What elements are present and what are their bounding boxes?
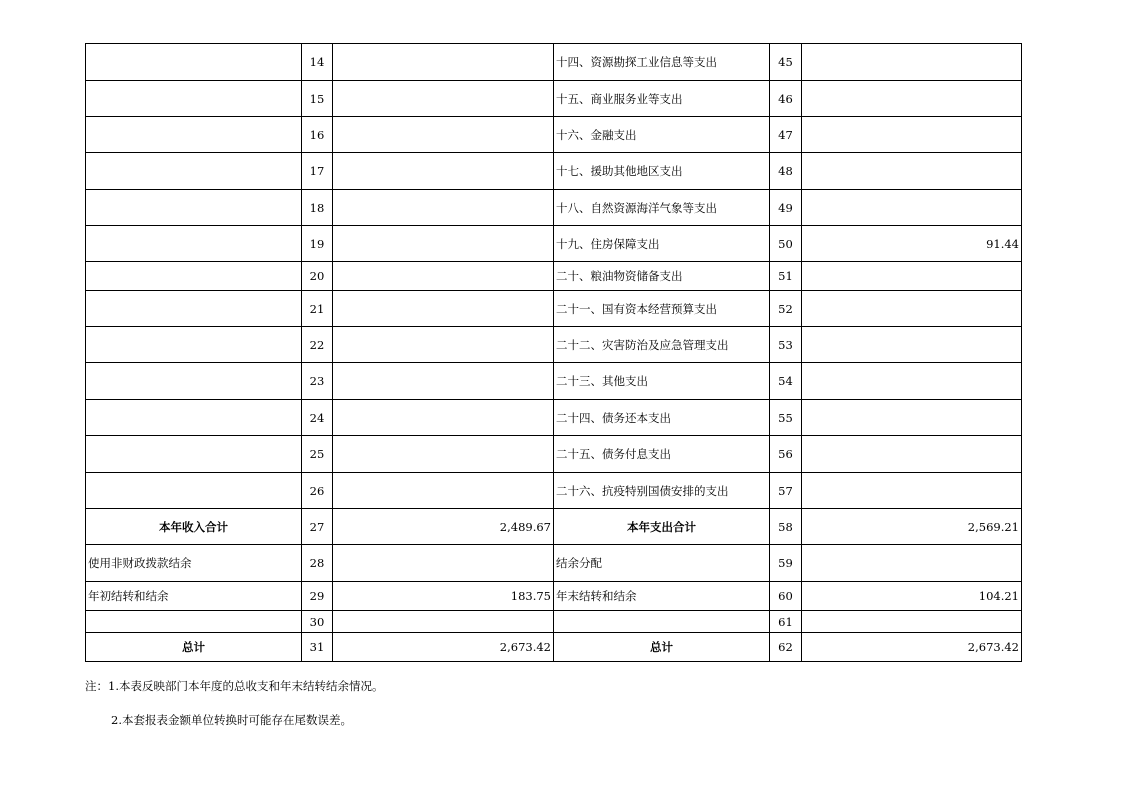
left-amount (333, 226, 554, 262)
left-item-label (86, 226, 302, 262)
table-row (86, 226, 1022, 262)
note-1: 注：1.本表反映部门本年度的总收支和年末结转结余情况。 (85, 679, 384, 693)
note-2: 2.本套报表金额单位转换时可能存在尾数误差。 (111, 713, 352, 727)
left-item-label (86, 262, 302, 291)
right-item-label: 二十五、债务付息支出 (554, 436, 770, 473)
left-item-label: 年初结转和结余 (86, 582, 302, 611)
right-amount (802, 473, 1022, 509)
right-item-label: 二十三、其他支出 (554, 363, 770, 400)
right-row-number: 59 (770, 545, 802, 582)
left-row-number: 14 (302, 44, 333, 81)
right-amount (802, 81, 1022, 117)
left-item-label (86, 117, 302, 153)
table-row (86, 363, 1022, 400)
right-amount (802, 611, 1022, 633)
right-item-label (554, 611, 770, 633)
left-row-number: 18 (302, 190, 333, 226)
table-row (86, 582, 1022, 611)
right-item-label: 年末结转和结余 (554, 582, 770, 611)
left-amount (333, 262, 554, 291)
left-row-number: 27 (302, 509, 333, 545)
left-amount: 183.75 (333, 582, 554, 611)
right-amount (802, 545, 1022, 582)
left-amount (333, 153, 554, 190)
table-row (86, 190, 1022, 226)
right-row-number: 56 (770, 436, 802, 473)
left-row-number: 21 (302, 291, 333, 327)
table-row (86, 153, 1022, 190)
right-amount (802, 190, 1022, 226)
notes (85, 676, 383, 730)
right-amount (802, 44, 1022, 81)
right-amount (802, 400, 1022, 436)
right-row-number: 57 (770, 473, 802, 509)
right-amount (802, 291, 1022, 327)
table-row (86, 611, 1022, 633)
table-row (86, 473, 1022, 509)
left-item-label: 总计 (86, 633, 302, 662)
right-amount (802, 363, 1022, 400)
right-item-label: 十五、商业服务业等支出 (554, 81, 770, 117)
left-amount (333, 611, 554, 633)
table-row (86, 545, 1022, 582)
right-item-label: 结余分配 (554, 545, 770, 582)
left-row-number: 26 (302, 473, 333, 509)
left-row-number: 19 (302, 226, 333, 262)
right-amount: 2,673.42 (802, 633, 1022, 662)
right-row-number: 50 (770, 226, 802, 262)
right-item-label: 总计 (554, 633, 770, 662)
right-item-label: 本年支出合计 (554, 509, 770, 545)
left-amount (333, 117, 554, 153)
table-row (86, 81, 1022, 117)
left-row-number: 24 (302, 400, 333, 436)
right-row-number: 55 (770, 400, 802, 436)
right-item-label: 二十、粮油物资储备支出 (554, 262, 770, 291)
table-row (86, 262, 1022, 291)
left-row-number: 25 (302, 436, 333, 473)
left-item-label (86, 153, 302, 190)
left-item-label (86, 291, 302, 327)
table-row (86, 44, 1022, 81)
right-row-number: 54 (770, 363, 802, 400)
table-row (86, 117, 1022, 153)
left-item-label (86, 81, 302, 117)
left-row-number: 31 (302, 633, 333, 662)
left-row-number: 17 (302, 153, 333, 190)
table-row (86, 291, 1022, 327)
left-row-number: 15 (302, 81, 333, 117)
income-expenditure-table (85, 43, 1022, 662)
right-row-number: 46 (770, 81, 802, 117)
right-amount (802, 153, 1022, 190)
left-row-number: 22 (302, 327, 333, 363)
left-row-number: 16 (302, 117, 333, 153)
left-row-number: 28 (302, 545, 333, 582)
table-body (86, 44, 1022, 662)
right-item-label: 二十二、灾害防治及应急管理支出 (554, 327, 770, 363)
right-amount (802, 262, 1022, 291)
left-item-label (86, 611, 302, 633)
right-row-number: 48 (770, 153, 802, 190)
right-amount (802, 436, 1022, 473)
left-amount (333, 44, 554, 81)
left-item-label (86, 473, 302, 509)
table-row (86, 633, 1022, 662)
right-row-number: 58 (770, 509, 802, 545)
left-item-label (86, 436, 302, 473)
table-row (86, 509, 1022, 545)
right-row-number: 62 (770, 633, 802, 662)
left-amount (333, 400, 554, 436)
right-row-number: 51 (770, 262, 802, 291)
left-item-label: 本年收入合计 (86, 509, 302, 545)
left-item-label (86, 190, 302, 226)
left-amount: 2,673.42 (333, 633, 554, 662)
right-row-number: 49 (770, 190, 802, 226)
right-item-label: 十八、自然资源海洋气象等支出 (554, 190, 770, 226)
left-amount (333, 81, 554, 117)
right-item-label: 十六、金融支出 (554, 117, 770, 153)
table-row (86, 436, 1022, 473)
right-amount (802, 327, 1022, 363)
right-item-label: 二十一、国有资本经营预算支出 (554, 291, 770, 327)
right-row-number: 47 (770, 117, 802, 153)
right-amount: 91.44 (802, 226, 1022, 262)
left-amount (333, 190, 554, 226)
left-row-number: 29 (302, 582, 333, 611)
right-row-number: 53 (770, 327, 802, 363)
left-row-number: 30 (302, 611, 333, 633)
right-row-number: 60 (770, 582, 802, 611)
left-item-label (86, 400, 302, 436)
right-row-number: 45 (770, 44, 802, 81)
left-item-label (86, 44, 302, 81)
right-row-number: 52 (770, 291, 802, 327)
right-amount: 104.21 (802, 582, 1022, 611)
left-amount (333, 291, 554, 327)
right-item-label: 二十四、债务还本支出 (554, 400, 770, 436)
left-row-number: 20 (302, 262, 333, 291)
left-amount (333, 436, 554, 473)
left-item-label (86, 327, 302, 363)
table-row (86, 327, 1022, 363)
right-row-number: 61 (770, 611, 802, 633)
table-row (86, 400, 1022, 436)
left-item-label (86, 363, 302, 400)
right-item-label: 十七、援助其他地区支出 (554, 153, 770, 190)
right-item-label: 十九、住房保障支出 (554, 226, 770, 262)
left-amount (333, 473, 554, 509)
right-item-label: 十四、资源勘探工业信息等支出 (554, 44, 770, 81)
right-item-label: 二十六、抗疫特别国债安排的支出 (554, 473, 770, 509)
right-amount: 2,569.21 (802, 509, 1022, 545)
left-amount (333, 327, 554, 363)
left-amount (333, 545, 554, 582)
left-row-number: 23 (302, 363, 333, 400)
left-amount: 2,489.67 (333, 509, 554, 545)
right-amount (802, 117, 1022, 153)
left-amount (333, 363, 554, 400)
left-item-label: 使用非财政拨款结余 (86, 545, 302, 582)
